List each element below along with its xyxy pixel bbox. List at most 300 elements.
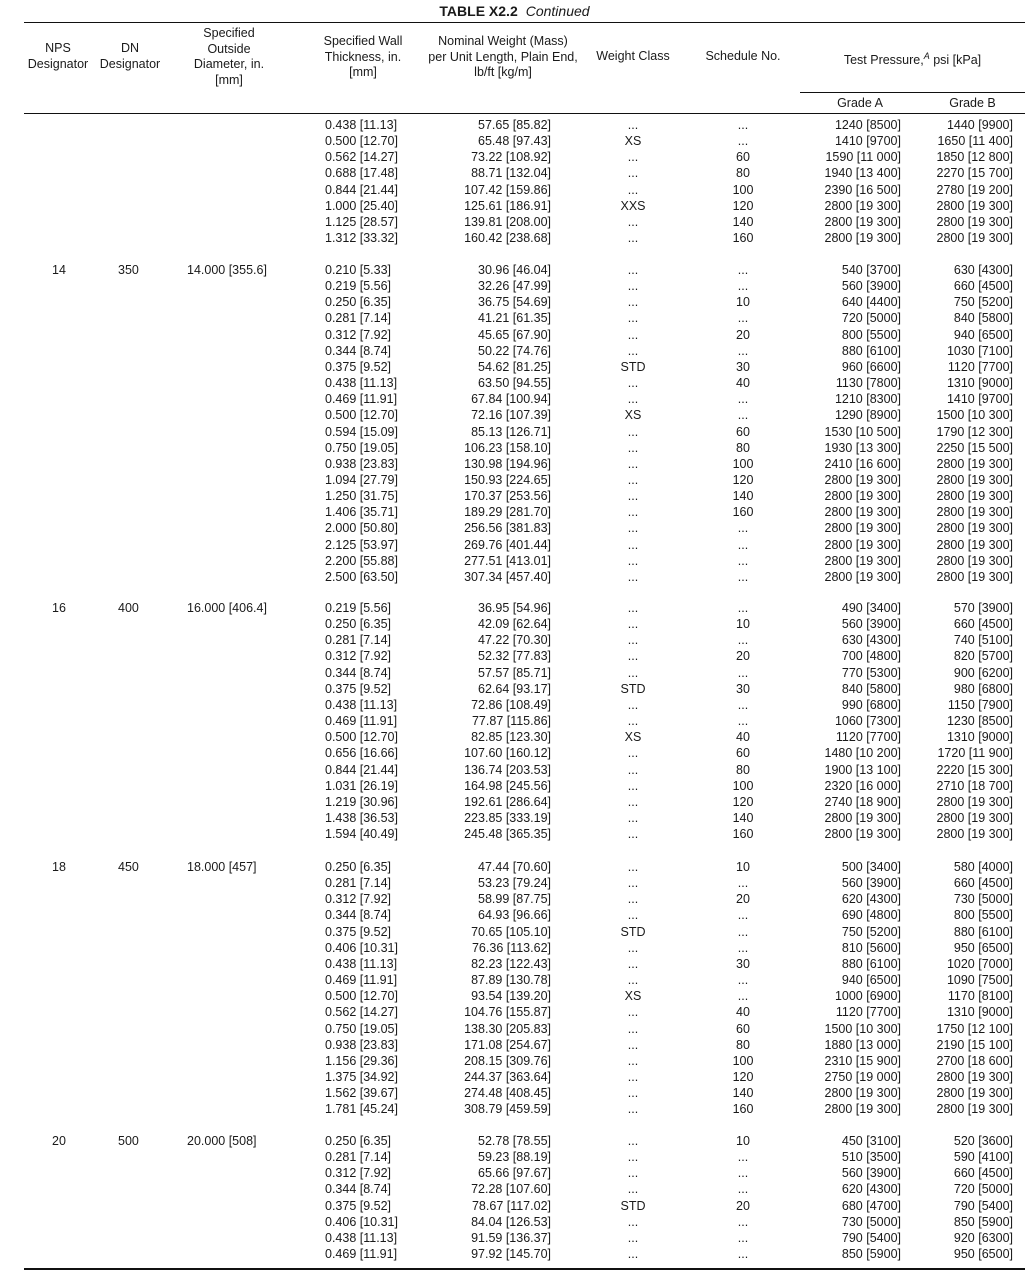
weight-class-cell: ... — [627, 908, 639, 923]
weight-class-cell: ... — [627, 778, 639, 793]
weight-cell: 72.86 [108.49] — [471, 697, 551, 712]
grade-a-cell: 1900 [13 100] — [824, 762, 901, 777]
schedule-cell: ... — [737, 1150, 749, 1165]
wall-thickness-cell: 1.125 [28.57] — [325, 214, 398, 229]
weight-class-cell: XXS — [620, 198, 646, 213]
grade-b-cell: 2800 [19 300] — [936, 214, 1013, 229]
weight-cell: 32.26 [47.99] — [478, 279, 551, 294]
weight-cell: 91.59 [136.37] — [471, 1230, 551, 1245]
schedule-cell: ... — [737, 1247, 749, 1262]
grade-b-cell: 2800 [19 300] — [936, 489, 1013, 504]
grade-b-cell: 2270 [15 700] — [936, 166, 1013, 181]
weight-class-cell: ... — [627, 521, 639, 536]
dn-designator-cell: 500 — [118, 1134, 139, 1148]
weight-class-cell: ... — [627, 424, 639, 439]
weight-class-cell: ... — [627, 601, 639, 615]
schedule-cell: 160 — [732, 505, 754, 520]
wall-thickness-cell: 1.375 [34.92] — [325, 1069, 398, 1084]
grade-a-cell: 1210 [8300] — [834, 392, 901, 407]
weight-class-cell: XS — [624, 408, 642, 423]
weight-class-cell: XS — [624, 730, 642, 745]
weight-class-cell: ... — [627, 166, 639, 181]
weight-class-cell: ... — [627, 794, 639, 809]
weight-cell: 150.93 [224.65] — [464, 472, 551, 487]
grade-a-cell: 2320 [16 000] — [824, 778, 901, 793]
weight-class-cell: ... — [627, 376, 639, 391]
weight-class-cell: ... — [627, 1005, 639, 1020]
weight-class-cell: ... — [627, 1053, 639, 1068]
nps-designator-cell: 14 — [52, 263, 66, 277]
weight-class-cell: ... — [627, 714, 639, 729]
weight-class-cell: ... — [627, 892, 639, 907]
wall-thickness-cell: 0.281 [7.14] — [325, 311, 392, 326]
wall-thickness-cell: 0.469 [11.91] — [325, 1247, 398, 1262]
wall-thickness-cell: 0.500 [12.70] — [325, 134, 398, 149]
dn-designator-cell: 350 — [118, 263, 139, 277]
grade-a-cell: 1290 [8900] — [834, 408, 901, 423]
grade-b-cell: 2800 [19 300] — [936, 198, 1013, 213]
weight-class-cell: STD — [620, 924, 646, 939]
schedule-cell: ... — [737, 1166, 749, 1181]
wall-thickness-cell: 0.562 [14.27] — [325, 1005, 398, 1020]
grade-a-cell: 560 [3900] — [841, 617, 901, 632]
grade-a-cell: 790 [5400] — [841, 1230, 901, 1245]
wall-thickness-cell: 0.469 [11.91] — [325, 392, 398, 407]
header-weight-class: Weight Class — [596, 49, 670, 63]
grade-b-cell: 570 [3900] — [953, 601, 1013, 615]
weight-cell: 245.48 [365.35] — [464, 827, 551, 842]
schedule-cell: ... — [737, 989, 749, 1004]
grade-a-cell: 1880 [13 000] — [824, 1037, 901, 1052]
weight-class-cell: ... — [627, 940, 639, 955]
wall-thickness-cell: 0.375 [9.52] — [325, 359, 392, 374]
weight-cell: 62.64 [93.17] — [478, 681, 551, 696]
grade-b-cell: 950 [6500] — [953, 940, 1013, 955]
grade-a-cell: 680 [4700] — [841, 1198, 901, 1213]
schedule-cell: ... — [737, 876, 749, 891]
schedule-cell: ... — [737, 908, 749, 923]
grade-a-cell: 770 [5300] — [841, 665, 901, 680]
schedule-cell: ... — [737, 263, 749, 277]
schedule-cell: ... — [737, 537, 749, 552]
grade-b-cell: 1850 [12 800] — [936, 150, 1013, 165]
weight-cell: 64.93 [96.66] — [478, 908, 551, 923]
grade-b-cell: 590 [4100] — [953, 1150, 1013, 1165]
grade-b-cell: 750 [5200] — [953, 295, 1013, 310]
weight-class-cell: ... — [627, 553, 639, 568]
grade-b-cell: 580 [4000] — [953, 860, 1013, 874]
grade-b-cell: 520 [3600] — [953, 1134, 1013, 1148]
wall-thickness-cell: 0.250 [6.35] — [325, 295, 392, 310]
grade-a-cell: 700 [4800] — [841, 649, 901, 664]
schedule-cell: 160 — [732, 827, 754, 842]
grade-a-cell: 2800 [19 300] — [824, 1102, 901, 1117]
wall-thickness-cell: 0.250 [6.35] — [325, 617, 392, 632]
grade-a-cell: 2800 [19 300] — [824, 553, 901, 568]
grade-b-cell: 800 [5500] — [953, 908, 1013, 923]
weight-cell: 125.61 [186.91] — [464, 198, 551, 213]
table-continued-label: Continued — [525, 3, 590, 19]
weight-cell: 65.66 [97.67] — [478, 1166, 551, 1181]
grade-a-cell: 630 [4300] — [841, 633, 901, 648]
weight-class-cell: ... — [627, 295, 639, 310]
grade-b-cell: 1790 [12 300] — [936, 424, 1013, 439]
weight-cell: 164.98 [245.56] — [464, 778, 551, 793]
footnote-marker: A — [923, 51, 930, 61]
grade-a-cell: 1480 [10 200] — [824, 746, 901, 761]
wall-thickness-cell: 1.562 [39.67] — [325, 1086, 398, 1101]
grade-a-cell: 1240 [8500] — [834, 118, 901, 132]
outside-diameter-cell: 20.000 [508] — [187, 1134, 257, 1148]
grade-a-cell: 2800 [19 300] — [824, 569, 901, 584]
wall-thickness-cell: 0.250 [6.35] — [325, 860, 392, 874]
grade-b-cell: 2800 [19 300] — [936, 1069, 1013, 1084]
schedule-cell: ... — [737, 697, 749, 712]
weight-class-cell: ... — [627, 1247, 639, 1262]
schedule-cell: 20 — [736, 327, 750, 342]
weight-cell: 41.21 [61.35] — [478, 311, 551, 326]
weight-cell: 307.34 [457.40] — [464, 569, 551, 584]
schedule-cell: ... — [737, 569, 749, 584]
grade-a-cell: 2800 [19 300] — [824, 214, 901, 229]
weight-cell: 84.04 [126.53] — [471, 1214, 551, 1229]
grade-a-cell: 1120 [7700] — [835, 1005, 901, 1020]
weight-cell: 106.23 [158.10] — [464, 440, 551, 455]
nps-designator-cell: 16 — [52, 601, 66, 615]
header-dn: DN Designator — [99, 41, 161, 71]
weight-cell: 93.54 [139.20] — [471, 989, 551, 1004]
grade-a-cell: 880 [6100] — [841, 956, 901, 971]
grade-b-cell: 660 [4500] — [953, 1166, 1013, 1181]
nps-designator-cell: 18 — [52, 860, 66, 874]
wall-thickness-cell: 0.938 [23.83] — [325, 456, 398, 471]
grade-a-cell: 2800 [19 300] — [824, 1086, 901, 1101]
weight-class-cell: ... — [627, 697, 639, 712]
schedule-cell: 20 — [736, 1198, 750, 1213]
schedule-cell: ... — [737, 134, 749, 149]
weight-cell: 54.62 [81.25] — [478, 359, 551, 374]
schedule-cell: ... — [737, 1182, 749, 1197]
grade-b-cell: 1020 [7000] — [946, 956, 1013, 971]
weight-class-cell: ... — [627, 569, 639, 584]
wall-thickness-cell: 0.406 [10.31] — [325, 940, 398, 955]
grade-b-cell: 660 [4500] — [953, 876, 1013, 891]
grade-a-cell: 2800 [19 300] — [824, 231, 901, 246]
wall-thickness-cell: 0.688 [17.48] — [325, 166, 398, 181]
weight-cell: 107.60 [160.12] — [464, 746, 551, 761]
grade-b-cell: 940 [6500] — [953, 327, 1013, 342]
schedule-cell: 140 — [732, 489, 754, 504]
weight-cell: 256.56 [381.83] — [464, 521, 551, 536]
weight-cell: 36.95 [54.96] — [478, 601, 551, 615]
weight-cell: 139.81 [208.00] — [464, 214, 551, 229]
weight-class-cell: ... — [627, 472, 639, 487]
wall-thickness-cell: 0.210 [5.33] — [325, 263, 392, 277]
weight-class-cell: ... — [627, 1069, 639, 1084]
schedule-cell: 140 — [732, 214, 754, 229]
grade-b-cell: 2800 [19 300] — [936, 505, 1013, 520]
weight-class-cell: ... — [627, 1086, 639, 1101]
schedule-cell: ... — [737, 521, 749, 536]
schedule-cell: 120 — [732, 1069, 754, 1084]
weight-class-cell: ... — [627, 537, 639, 552]
grade-a-cell: 1940 [13 400] — [824, 166, 901, 181]
weight-class-cell: ... — [627, 1214, 639, 1229]
wall-thickness-cell: 0.375 [9.52] — [325, 681, 392, 696]
wall-thickness-cell: 1.000 [25.40] — [325, 198, 398, 213]
weight-cell: 65.48 [97.43] — [478, 134, 551, 149]
weight-class-cell: ... — [627, 860, 639, 874]
schedule-cell: 30 — [736, 681, 750, 696]
schedule-cell: 120 — [732, 472, 754, 487]
schedule-cell: ... — [737, 1214, 749, 1229]
schedule-cell: ... — [737, 118, 749, 132]
weight-cell: 160.42 [238.68] — [464, 231, 551, 246]
grade-b-cell: 740 [5100] — [953, 633, 1013, 648]
weight-cell: 77.87 [115.86] — [471, 714, 551, 729]
wall-thickness-cell: 0.469 [11.91] — [325, 714, 398, 729]
grade-b-cell: 1500 [10 300] — [936, 408, 1013, 423]
schedule-cell: 60 — [736, 424, 750, 439]
wall-thickness-cell: 0.281 [7.14] — [325, 633, 392, 648]
weight-cell: 63.50 [94.55] — [478, 376, 551, 391]
weight-cell: 107.42 [159.86] — [464, 182, 551, 197]
weight-cell: 36.75 [54.69] — [478, 295, 551, 310]
wall-thickness-cell: 0.438 [11.13] — [325, 1230, 398, 1245]
weight-class-cell: ... — [627, 231, 639, 246]
schedule-cell: ... — [737, 924, 749, 939]
grade-a-cell: 620 [4300] — [841, 1182, 901, 1197]
wall-thickness-cell: 0.312 [7.92] — [325, 327, 392, 342]
grade-a-cell: 940 [6500] — [841, 973, 901, 988]
weight-cell: 136.74 [203.53] — [464, 762, 551, 777]
grade-b-cell: 1750 [12 100] — [936, 1021, 1013, 1036]
weight-cell: 42.09 [62.64] — [478, 617, 551, 632]
weight-class-cell: ... — [627, 827, 639, 842]
grade-a-cell: 1120 [7700] — [835, 730, 901, 745]
weight-cell: 277.51 [413.01] — [464, 553, 551, 568]
weight-class-cell: ... — [627, 633, 639, 648]
wall-thickness-cell: 1.594 [40.49] — [325, 827, 398, 842]
weight-cell: 170.37 [253.56] — [464, 489, 551, 504]
schedule-cell: ... — [737, 633, 749, 648]
weight-cell: 45.65 [67.90] — [478, 327, 551, 342]
weight-cell: 208.15 [309.76] — [464, 1053, 551, 1068]
schedule-cell: 100 — [732, 456, 754, 471]
weight-cell: 82.23 [122.43] — [471, 956, 551, 971]
weight-cell: 73.22 [108.92] — [471, 150, 551, 165]
schedule-cell: 160 — [732, 1102, 754, 1117]
schedule-cell: 140 — [732, 810, 754, 825]
outside-diameter-cell: 14.000 [355.6] — [187, 263, 267, 277]
wall-thickness-cell: 1.312 [33.32] — [325, 231, 398, 246]
wall-thickness-cell: 0.375 [9.52] — [325, 1198, 392, 1213]
grade-b-cell: 720 [5000] — [953, 1182, 1013, 1197]
schedule-cell: 80 — [736, 762, 750, 777]
grade-a-cell: 1500 [10 300] — [824, 1021, 901, 1036]
test-pressure-label: Test Pressure, — [843, 53, 924, 68]
weight-cell: 274.48 [408.45] — [464, 1086, 551, 1101]
grade-a-cell: 850 [5900] — [841, 1247, 901, 1262]
grade-b-cell: 920 [6300] — [953, 1230, 1013, 1245]
schedule-cell: ... — [737, 279, 749, 294]
grade-a-cell: 1530 [10 500] — [824, 424, 901, 439]
wall-thickness-cell: 0.438 [11.13] — [325, 956, 398, 971]
weight-class-cell: ... — [627, 762, 639, 777]
schedule-cell: 20 — [736, 892, 750, 907]
wall-thickness-cell: 0.219 [5.56] — [325, 279, 392, 294]
grade-a-cell: 540 [3700] — [841, 263, 901, 277]
weight-class-cell: ... — [627, 746, 639, 761]
grade-a-cell: 2800 [19 300] — [824, 198, 901, 213]
weight-cell: 72.16 [107.39] — [471, 408, 551, 423]
schedule-cell: ... — [737, 408, 749, 423]
wall-thickness-cell: 0.750 [19.05] — [325, 440, 398, 455]
schedule-cell: 10 — [736, 1134, 750, 1148]
weight-class-cell: ... — [627, 1182, 639, 1197]
weight-class-cell: ... — [627, 973, 639, 988]
wall-thickness-cell: 0.438 [11.13] — [325, 697, 398, 712]
weight-cell: 70.65 [105.10] — [471, 924, 551, 939]
nps-designator-cell: 20 — [52, 1134, 66, 1148]
grade-b-cell: 630 [4300] — [953, 263, 1013, 277]
wall-thickness-cell: 0.375 [9.52] — [325, 924, 392, 939]
weight-class-cell: ... — [627, 150, 639, 165]
grade-a-cell: 1410 [9700] — [834, 134, 901, 149]
weight-class-cell: ... — [627, 1230, 639, 1245]
schedule-cell: 40 — [736, 730, 750, 745]
schedule-cell: 10 — [736, 295, 750, 310]
wall-thickness-cell: 0.344 [8.74] — [325, 908, 392, 923]
schedule-cell: 80 — [736, 440, 750, 455]
grade-b-cell: 790 [5400] — [953, 1198, 1013, 1213]
schedule-cell: ... — [737, 1230, 749, 1245]
grade-b-cell: 2800 [19 300] — [936, 810, 1013, 825]
schedule-cell: ... — [737, 392, 749, 407]
weight-class-cell: ... — [627, 440, 639, 455]
header-nps: NPS Designator — [27, 41, 89, 71]
grade-b-cell: 2800 [19 300] — [936, 472, 1013, 487]
wall-thickness-cell: 0.438 [11.13] — [325, 118, 398, 132]
grade-b-cell: 1120 [7700] — [947, 359, 1013, 374]
grade-b-cell: 1150 [7900] — [947, 697, 1013, 712]
schedule-cell: 120 — [732, 198, 754, 213]
weight-cell: 192.61 [286.64] — [464, 794, 551, 809]
schedule-cell: 30 — [736, 359, 750, 374]
wall-thickness-cell: 0.500 [12.70] — [325, 408, 398, 423]
schedule-cell: 60 — [736, 150, 750, 165]
weight-class-cell: ... — [627, 182, 639, 197]
grade-a-cell: 2410 [16 600] — [824, 456, 901, 471]
test-pressure-unit: psi [kPa] — [933, 53, 982, 68]
weight-class-cell: STD — [620, 681, 646, 696]
grade-a-cell: 840 [5800] — [841, 681, 901, 696]
schedule-cell: 20 — [736, 649, 750, 664]
grade-a-cell: 510 [3500] — [841, 1150, 901, 1165]
weight-cell: 82.85 [123.30] — [471, 730, 551, 745]
grade-b-cell: 2800 [19 300] — [936, 553, 1013, 568]
wall-thickness-cell: 0.594 [15.09] — [325, 424, 398, 439]
grade-b-cell: 980 [6800] — [953, 681, 1013, 696]
wall-thickness-cell: 0.281 [7.14] — [325, 876, 392, 891]
wall-thickness-cell: 0.750 [19.05] — [325, 1021, 398, 1036]
weight-cell: 308.79 [459.59] — [464, 1102, 551, 1117]
schedule-cell: 100 — [732, 778, 754, 793]
header-wall: Specified Wall Thickness, in. [mm] — [323, 34, 403, 79]
grade-b-cell: 880 [6100] — [953, 924, 1013, 939]
grade-a-cell: 720 [5000] — [841, 311, 901, 326]
grade-b-cell: 2780 [19 200] — [936, 182, 1013, 197]
weight-cell: 47.22 [70.30] — [478, 633, 551, 648]
schedule-cell: 80 — [736, 166, 750, 181]
grade-a-cell: 2800 [19 300] — [824, 827, 901, 842]
header-grade-b: Grade B — [949, 96, 996, 110]
wall-thickness-cell: 0.312 [7.92] — [325, 892, 392, 907]
grade-a-cell: 500 [3400] — [841, 860, 901, 874]
weight-cell: 269.76 [401.44] — [464, 537, 551, 552]
wall-thickness-cell: 2.125 [53.97] — [325, 537, 398, 552]
wall-thickness-cell: 0.500 [12.70] — [325, 989, 398, 1004]
weight-cell: 72.28 [107.60] — [471, 1182, 551, 1197]
grade-b-cell: 1650 [11 400] — [937, 134, 1013, 149]
schedule-cell: 60 — [736, 746, 750, 761]
grade-b-cell: 730 [5000] — [953, 892, 1013, 907]
grade-b-cell: 1230 [8500] — [946, 714, 1013, 729]
wall-thickness-cell: 0.312 [7.92] — [325, 649, 392, 664]
weight-class-cell: ... — [627, 810, 639, 825]
schedule-cell: 10 — [736, 617, 750, 632]
schedule-cell: 30 — [736, 956, 750, 971]
weight-cell: 52.78 [78.55] — [478, 1134, 551, 1148]
grade-a-cell: 490 [3400] — [841, 601, 901, 615]
grade-b-cell: 1170 [8100] — [947, 989, 1013, 1004]
weight-class-cell: ... — [627, 1166, 639, 1181]
weight-cell: 130.98 [194.96] — [464, 456, 551, 471]
grade-b-cell: 1090 [7500] — [946, 973, 1013, 988]
table-number: TABLE X2.2 — [439, 3, 518, 19]
grade-a-cell: 2800 [19 300] — [824, 489, 901, 504]
weight-class-cell: ... — [627, 489, 639, 504]
grade-b-cell: 2800 [19 300] — [936, 569, 1013, 584]
wall-thickness-cell: 0.312 [7.92] — [325, 1166, 392, 1181]
outside-diameter-cell: 16.000 [406.4] — [187, 601, 267, 615]
weight-cell: 52.32 [77.83] — [478, 649, 551, 664]
grade-a-cell: 960 [6600] — [841, 359, 901, 374]
schedule-cell: 40 — [736, 376, 750, 391]
weight-class-cell: ... — [627, 343, 639, 358]
weight-class-cell: ... — [627, 649, 639, 664]
weight-cell: 87.89 [130.78] — [471, 973, 551, 988]
weight-class-cell: ... — [627, 876, 639, 891]
dn-designator-cell: 450 — [118, 860, 139, 874]
grade-a-cell: 1130 [7800] — [835, 376, 901, 391]
weight-class-cell: STD — [620, 1198, 646, 1213]
weight-class-cell: ... — [627, 1134, 639, 1148]
wall-thickness-cell: 0.250 [6.35] — [325, 1134, 392, 1148]
grade-a-cell: 810 [5600] — [841, 940, 901, 955]
schedule-cell: ... — [737, 940, 749, 955]
dn-designator-cell: 400 — [118, 601, 139, 615]
weight-cell: 76.36 [113.62] — [471, 940, 551, 955]
weight-cell: 85.13 [126.71] — [471, 424, 551, 439]
weight-cell: 58.99 [87.75] — [478, 892, 551, 907]
wall-thickness-cell: 1.031 [26.19] — [325, 778, 398, 793]
grade-a-cell: 1930 [13 300] — [824, 440, 901, 455]
weight-cell: 53.23 [79.24] — [478, 876, 551, 891]
grade-b-cell: 900 [6200] — [953, 665, 1013, 680]
schedule-cell: ... — [737, 665, 749, 680]
schedule-cell: 40 — [736, 1005, 750, 1020]
